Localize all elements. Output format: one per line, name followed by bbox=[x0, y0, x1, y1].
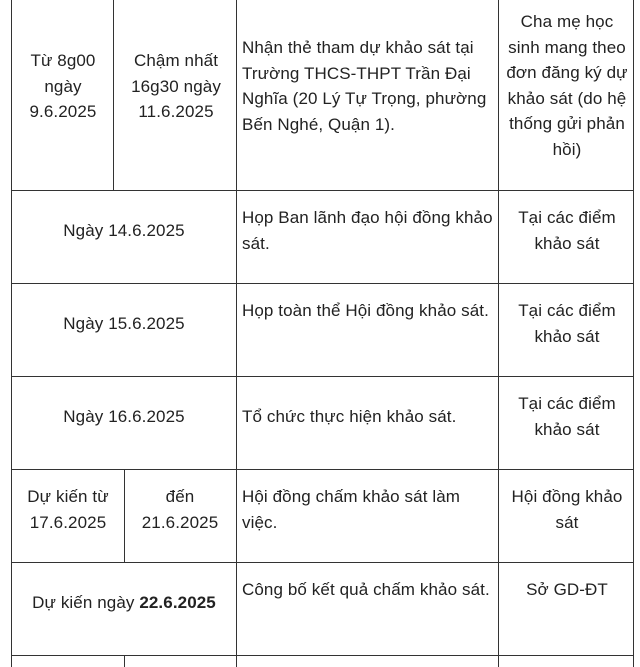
date-split-divider bbox=[124, 656, 125, 667]
column-divider bbox=[498, 0, 499, 667]
place-cell: Tại các điểm khảo sát bbox=[518, 208, 616, 253]
task-cell: Tổ chức thực hiện khảo sát. bbox=[242, 407, 457, 426]
task-cell: Họp toàn thể Hội đồng khảo sát. bbox=[242, 301, 489, 320]
row-divider bbox=[11, 190, 634, 191]
start-time-cell: Từ 8g00 ngày 9.6.2025 bbox=[29, 51, 97, 121]
place-cell: Tại các điểm khảo sát bbox=[518, 301, 616, 346]
row-divider bbox=[11, 655, 634, 656]
table-border-right bbox=[633, 0, 634, 667]
task-cell: Họp Ban lãnh đạo hội đồng khảo sát. bbox=[242, 208, 493, 253]
end-time-cell: Chậm nhất 16g30 ngày 11.6.2025 bbox=[131, 51, 221, 121]
start-time-cell: Dự kiến từ 17.6.2025 bbox=[27, 487, 109, 532]
place-cell: Cha mẹ học sinh mang theo đơn đăng ký dự khảo sát (do hệ thống gửi phản hồi) bbox=[506, 12, 628, 159]
task-cell: Nhận thẻ tham dự khảo sát tại Trường THCS-THPT Trần Đại Nghĩa (20 Lý Tự Trọng, phường Bến Nghé, Quận 1). bbox=[242, 38, 487, 134]
date-split-divider bbox=[113, 0, 114, 190]
date-cell bbox=[12, 590, 236, 616]
row-divider bbox=[11, 283, 634, 284]
task-cell: Công bố kết quả chấm khảo sát. bbox=[242, 580, 490, 599]
place-cell: Sở GD-ĐT bbox=[526, 580, 608, 599]
date-cell: Ngày 14.6.2025 bbox=[63, 221, 185, 240]
task-cell: Hội đồng chấm khảo sát làm việc. bbox=[242, 487, 461, 532]
place-cell: Tại các điểm khảo sát bbox=[518, 394, 616, 439]
column-divider bbox=[236, 0, 237, 667]
row-divider bbox=[11, 469, 634, 470]
row-divider bbox=[11, 562, 634, 563]
date-split-divider bbox=[124, 470, 125, 563]
date-cell: Ngày 16.6.2025 bbox=[63, 407, 185, 426]
end-time-cell: đến 21.6.2025 bbox=[141, 487, 219, 532]
date-value: 22.6.2025 bbox=[139, 593, 216, 612]
row-divider bbox=[11, 376, 634, 377]
date-cell: Ngày 15.6.2025 bbox=[63, 314, 185, 333]
place-cell: Hội đồng khảo sát bbox=[511, 487, 623, 532]
date-prefix: Dự kiến ngày bbox=[32, 593, 135, 612]
